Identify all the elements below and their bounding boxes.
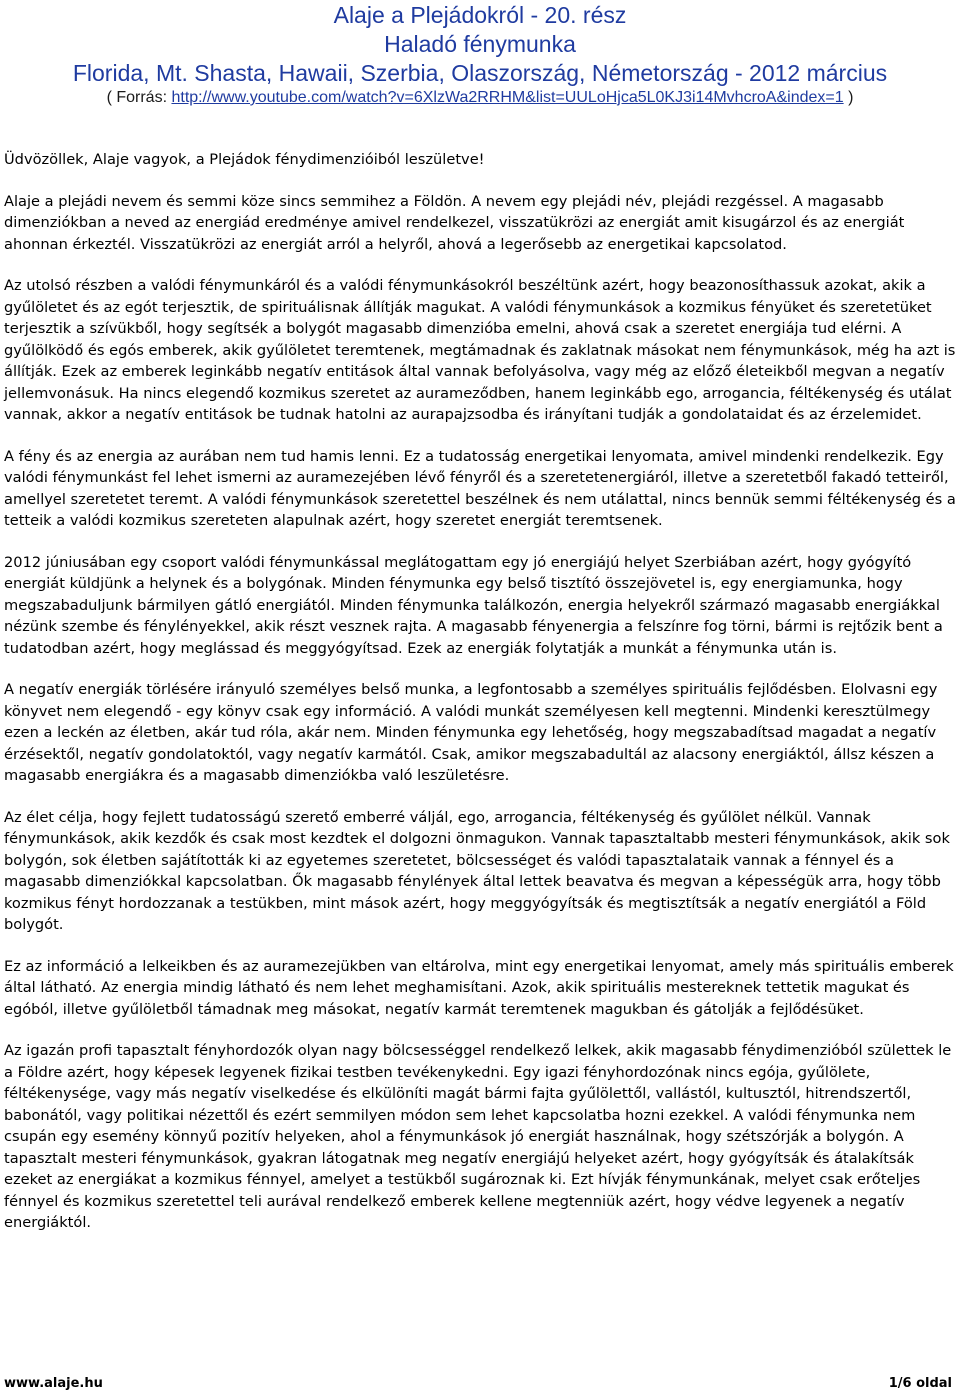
document-subtitle: Haladó fénymunka — [384, 31, 576, 57]
document-header — [0, 0, 960, 108]
document-title: Alaje a Plejádokról - 20. rész — [333, 2, 627, 28]
source-prefix: ( Forrás: — [106, 89, 172, 106]
paragraph-serbia-visit: 2012 júniusában egy csoport valódi fénymunkással meglátogattam egy jó energiájú helyet Szerbiában azért, hogy gyógyító energiát küldjünk a helynek és a bolygónak. Minden fénymunka egy belső tisztító összejövetel is, egy energiamunka, hogy megszabaduljunk bármilyen gátló energiától. Minden fénymunka találkozón, energia helyekről származó magasabb energiákkal nézünk szembe és fénylényekkel, akik részt vesznek rajta. A magasabb fényenergia a felszínre fog törni, bármi is rejtőzik bent a tudatodban azért, hogy meglássad és meggyógyítsad. Ezek az energiák folytatják a munkát a fénymunka után is. — [4, 553, 943, 657]
footer-site: www.alaje.hu — [4, 1376, 103, 1391]
source-link[interactable]: http://www.youtube.com/watch?v=6XlzWa2RRHM&list=UULoHjca5L0KJ3i14MvhcroA&index=1 — [171, 89, 844, 106]
source-line — [0, 88, 960, 108]
paragraph-light-energy: A fény és az energia az aurában nem tud hamis lenni. Ez a tudatosság energetikai lenyomata, amivel mindenki rendelkezik. Egy valódi fénymunkást fel lehet ismerni az auramezejében lévő fényről és a szeretetenergiáról, illetve a szeretetből fakadó tetteiről, amellyel szeretetet teremt. A valódi fénymunkások szeretettel beszélnek és nem utálattal, nincs bennük semmi féltékenység és a tetteik a valódi kozmikus szereteten alapulnak azért, hogy szeretet energiát teremtsenek. — [4, 447, 956, 529]
paragraph-life-purpose: Az élet célja, hogy fejlett tudatosságú szerető emberré váljál, ego, arrogancia, féltékenység és gyűlölet nélkül. Vannak fénymunkások, akik kezdők és csak most kezdtek el dolgozni önmagukon. Vannak tapasztaltabb mesteri fénymunkások, akik sok bolygón, sok életben sajátították ki az egyetemes szeretetet, bölcsességet és valódi tapasztalataik vannak a fénnyel és a magasabb dimenziókkal kapcsolatban. Ők magasabb fénylények által lettek beavatva és megvan a képességük arra, hogy több kozmikus fényt hordozzanak a testükben, mint mások azért, hogy meggyógyítsák és megtisztítsák a negatív energiától a Föld bolygót. — [4, 808, 950, 933]
paragraph-name: Alaje a plejádi nevem és semmi köze sincs semmihez a Földön. A nevem egy plejádi név, plejádi rezgéssel. A magasabb dimenziókban a neved az energiád eredménye amivel rendelkezel, visszatükrözi az energiát amit kisugárzol és az energiát ahonnan érkeztél. Visszatükrözi az energiát arról a helyről, ahová a legerősebb az energetikai kapcsolatod. — [4, 192, 905, 253]
source-suffix: ) — [843, 89, 854, 106]
paragraph-last-part: Az utolsó részben a valódi fénymunkáról és a valódi fénymunkásokról beszéltünk azért, hogy beazonosíthassuk azokat, akik a gyűlöletet és az egót terjesztik, de spirituálisnak állítják magukat. A valódi fénymunkások a kozmikus fényüket és szeretetüket terjesztik a szívükből, hogy segítsék a bolygót magasabb dimenzióba emelni, ahová csak a szeretet energiája tud elérni. A gyűlölködő és egós emberek, akik gyűlöletet teremtenek, megtámadnak és zaklatnak másokat nem fénymunkások, még ha azt is állítják. Ezek az emberek leginkább negatív entitások által vannak befolyásolva, vagy még az előző életeikből megvan a negatív jellemvonásuk. Ha nincs elegendő kozmikus szeretet az aurameződben, hanem leginkább ego, arrogancia, féltékenység és utálat vannak, akkor a negatív entitások be tudnak hatolni az aurapajzsodba és irányítani tudják a gondolataidat és az érzelemidet. — [4, 277, 956, 423]
footer-page-number: 1/6 oldal — [888, 1376, 952, 1391]
document-body — [4, 149, 956, 1254]
paragraph-light-carriers: Az igazán profi tapasztalt fényhordozók olyan nagy bölcsességgel rendelkező lelkek, akik magasabb fénydimenzióból születtek le a Földre azért, hogy képesek legyenek fizikai testben tevékenykedni. Egy igazi fényhordozónak nincs egója, gyűlölete, féltékenysége, vagy más negatív viselkedése és elkülöníti magát bármi fajta gyűlölettől, vallástól, kultusztól, hitrendszertől, babonától, vagy politikai nézettől és ezért semmilyen módon sem lehet kapcsolatba hozni ezekkel. A valódi fénymunka nem csupán egy esemény könnyű pozitív helyeken, ahol a fénymunkások jó energiát használnak, hogy szétszórják a bolygón. A tapasztalt mesteri fénymunkások, gyakran látogatnak meg negatív energiájú helyeket azért, hogy gyógyítsák és átalakítsák ezeket az energiákat a kozmikus fénnyel, amelyet a testükből sugároznak ki. Ezt hívják fénymunkának, melyet csak erőteljes fénnyel és kozmikus szeretettel teli aurával rendelkező emberek kellene megtenniük azért, hogy védve legyenek a negatív energiáktól. — [4, 1042, 952, 1231]
paragraph-inner-work: A negatív energiák törlésére irányuló személyes belső munka, a legfontosabb a személyes spirituális fejlődésben. Elolvasni egy könyvet nem elegendő - egy könyv csak egy információ. A valódi munkát személyesen kell megtenni. Mindenki keresztülmegy ezen a leckén az életben, akár tud róla, akár nem. Minden fénymunka egy lehetőség, hogy megszabadítsad magadat a negatív érzésektől, negatív gondolatoktól, vagy negatív karmától. Csak, amikor megszabadultál az alacsony energiáktól, állsz készen a magasabb energiákra és a magasabb dimenziókba való leszületésre. — [4, 681, 938, 784]
document-locations: Florida, Mt. Shasta, Hawaii, Szerbia, Olaszország, Németország - 2012 március — [72, 60, 888, 86]
paragraph-greeting: Üdvözöllek, Alaje vagyok, a Plejádok fénydimenzióiból leszületve! — [4, 151, 485, 168]
paragraph-energy-imprint: Ez az információ a lelkeikben és az auramezejükben van eltárolva, mint egy energetikai lenyomat, amely más spirituális emberek által látható. Az energia mindig látható és nem lehet meghamisítani. Azok, akik spirituális mestereknek tettetik magukat és egóból, illetve gyűlöletből támadnak meg másokat, negatív karmát teremtenek magukban és gátolják a fejlődésüket. — [4, 957, 954, 1018]
